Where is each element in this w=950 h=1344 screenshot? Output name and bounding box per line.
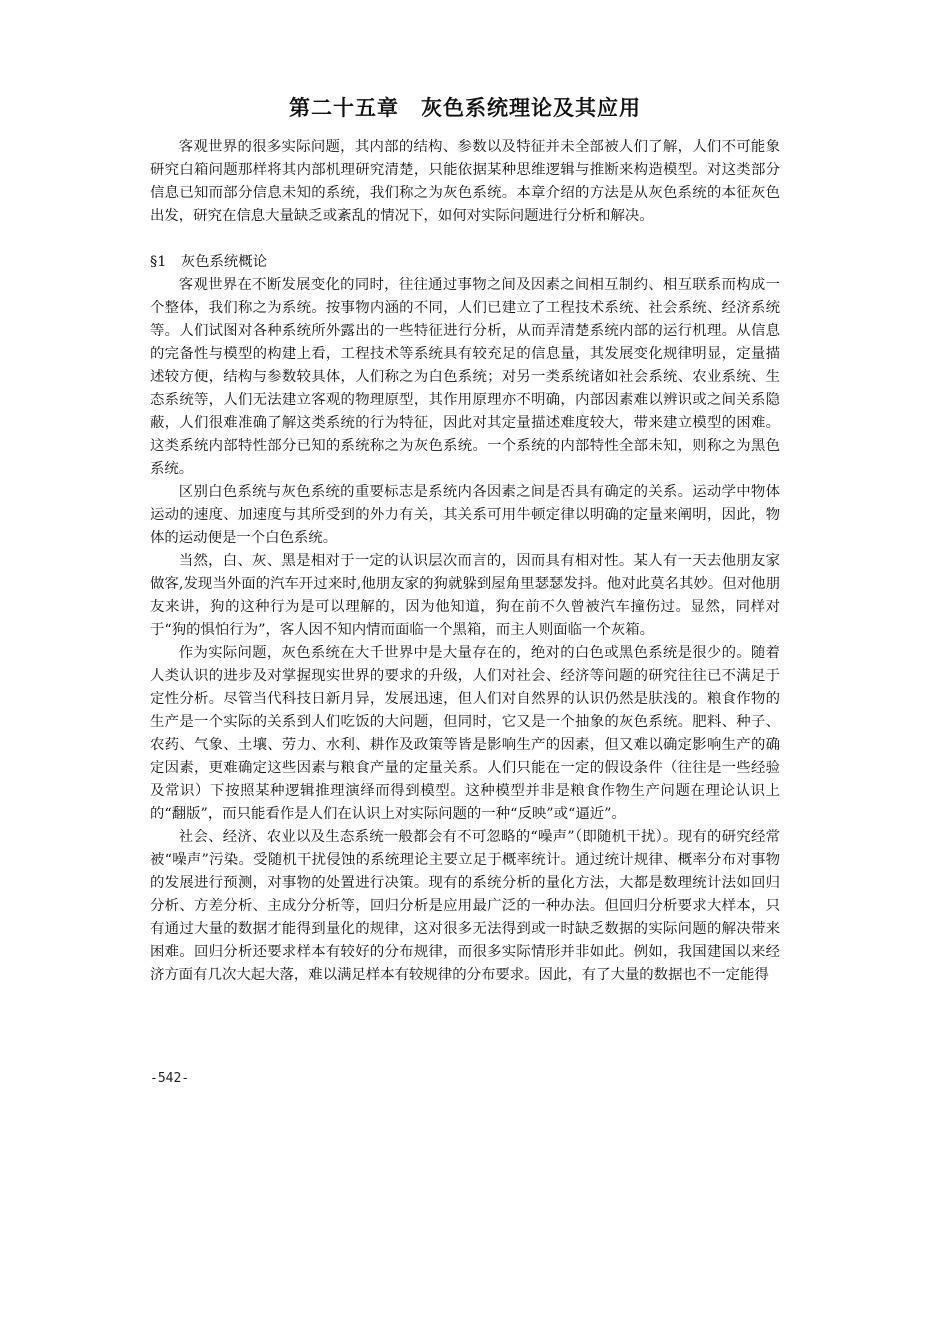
intro-paragraph: 客观世界的很多实际问题，其内部的结构、参数以及特征并未全部被人们了解，人们不可能象研究白箱问题那样将其内部机理研究清楚，只能依据某种思维逻辑与推断来构造模型。对这类部分信息已知而部分信息未知的系统，我们称之为灰色系统。本章介绍的方法是从灰色系统的本征灰色出发，研究在信息大量缺乏或紊乱的情况下，如何对实际问题进行分析和解决。 [150, 139, 780, 224]
body-paragraph: 社会、经济、农业以及生态系统一般都会有不可忽略的“噪声”（即随机干扰）。现有的研究经常被“噪声”污染。受随机干扰侵蚀的系统理论主要立足于概率统计。通过统计规律、概率分布对事物的发展进行预测，对事物的处置进行决策。现有的系统分析的量化方法，大都是数理统计法如回归分析、方差分析、主成分分析等，回归分析是应用最广泛的一种办法。但回归分析要求大样本，只有通过大量的数据才能得到量化的规律，这对很多无法得到或一时缺乏数据的实际问题的解决带来困难。回归分析还要求样本有较好的分布规律，而很多实际情形并非如此。例如，我国建国以来经济方面有几次大起大落，难以满足样本有较规律的分布要求。因此，有了大量的数据也不一定能得 [150, 829, 780, 983]
body-paragraph: 区别白色系统与灰色系统的重要标志是系统内各因素之间是否具有确定的关系。运动学中物体运动的速度、加速度与其所受到的外力有关，其关系可用牛顿定律以明确的定量来阐明，因此，物体的运动便是一个白色系统。 [150, 484, 780, 546]
document-body [150, 136, 780, 987]
page-number: -542- [150, 1071, 190, 1086]
section-heading: §1 灰色系统概论 [150, 254, 268, 270]
body-paragraph: 客观世界在不断发展变化的同时，往往通过事物之间及因素之间相互制约、相互联系而构成一个整体，我们称之为系统。按事物内涵的不同，人们已建立了工程技术系统、社会系统、经济系统等。人们试图对各种系统所外露出的一些特征进行分析，从而弄清楚系统内部的运行机理。从信息的完备性与模型的构建上看，工程技术等系统具有较充足的信息量，其发展变化规律明显，定量描述较方便，结构与参数较具体，人们称之为白色系统；对另一类系统诸如社会系统、农业系统、生态系统等，人们无法建立客观的物理原型，其作用原理亦不明确，内部因素难以辨识或之间关系隐蔽，人们很难准确了解这类系统的行为特征，因此对其定量描述难度较大，带来建立模型的困难。这类系统内部特性部分已知的系统称之为灰色系统。一个系统的内部特性全部未知，则称之为黑色系统。 [150, 277, 780, 477]
body-paragraph: 作为实际问题，灰色系统在大千世界中是大量存在的，绝对的白色或黑色系统是很少的。随着人类认识的进步及对掌握现实世界的要求的升级，人们对社会、经济等问题的研究往往已不满足于定性分析。尽管当代科技日新月异，发展迅速，但人们对自然界的认识仍然是肤浅的。粮食作物的生产是一个实际的关系到人们吃饭的大问题，但同时，它又是一个抽象的灰色系统。肥料、种子、农药、气象、土壤、劳力、水利、耕作及政策等皆是影响生产的因素，但又难以确定影响生产的确定因素，更难确定这些因素与粮食产量的定量关系。人们只能在一定的假设条件（往往是一些经验及常识）下按照某种逻辑推理演绎而得到模型。这种模型并非是粮食作物生产问题在理论认识上的“翻版”，而只能看作是人们在认识上对实际问题的一种“反映”或“逼近”。 [150, 645, 780, 822]
chapter-title: 第二十五章 灰色系统理论及其应用 [289, 95, 641, 120]
body-paragraph: 当然，白、灰、黑是相对于一定的认识层次而言的，因而具有相对性。某人有一天去他朋友家做客,发现当外面的汽车开过来时,他朋友家的狗就躲到屋角里瑟瑟发抖。他对此莫名其妙。但对他朋友来讲，狗的这种行为是可以理解的，因为他知道，狗在前不久曾被汽车撞伤过。显然，同样对于“狗的惧怕行为”，客人因不知内情而面临一个黑箱，而主人则面临一个灰箱。 [150, 553, 780, 638]
